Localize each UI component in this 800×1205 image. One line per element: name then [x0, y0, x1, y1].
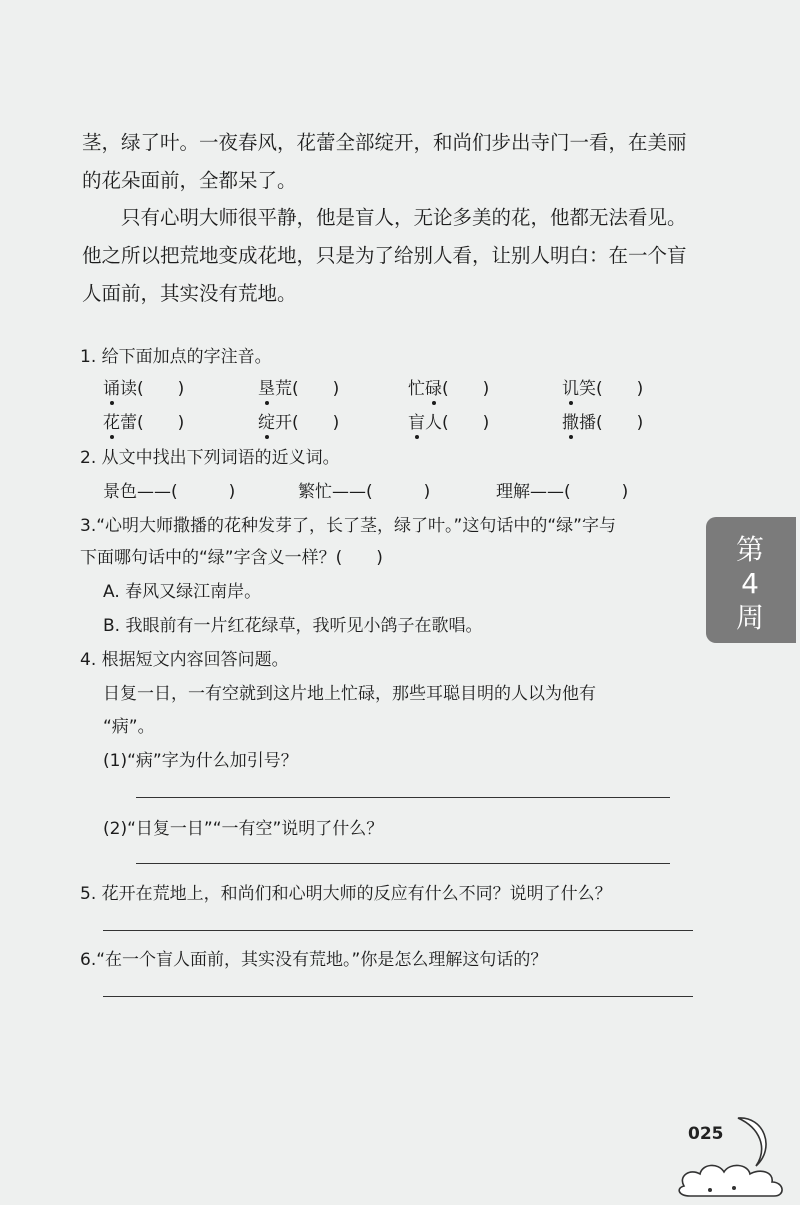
- option-b: B. 我眼前有一片红花绿草，我听见小鸽子在歌唱。: [103, 616, 483, 636]
- week-tab-label-2: 周: [735, 601, 766, 634]
- answer-line[interactable]: [103, 930, 693, 931]
- question-5-prompt: 5. 花开在荒地上，和尚们和心明大师的反应有什么不同？说明了什么？: [80, 884, 612, 904]
- sub-question-1: (1)“病”字为什么加引号？: [103, 751, 298, 771]
- sub-question-2: (2)“日复一日”“一有空”说明了什么？: [103, 819, 384, 839]
- question-3-prompt-cont: 下面哪句话中的“绿”字含义一样？( ): [80, 548, 383, 568]
- pinyin-item: 垦荒( ): [258, 374, 339, 399]
- question-6-prompt: 6.“在一个盲人面前，其实没有荒地。”你是怎么理解这句话的？: [80, 950, 548, 970]
- week-tab-number: 4: [741, 567, 761, 600]
- answer-line[interactable]: [136, 797, 670, 798]
- page-number: 025: [688, 1124, 724, 1144]
- question-1-prompt: 1. 给下面加点的字注音。: [80, 347, 272, 367]
- passage-paragraph-2: 只有心明大师很平静，他是盲人，无论多美的花，他都无法看见。他之所以把荒地变成花地，只是为了给别人看，让别人明白：在一个盲人面前，其实没有荒地。: [82, 206, 687, 305]
- answer-line[interactable]: [136, 863, 670, 864]
- week-tab-label-1: 第: [735, 533, 766, 566]
- question-4-prompt: 4. 根据短文内容回答问题。: [80, 650, 289, 670]
- pinyin-item: 诵读( ): [103, 374, 184, 399]
- pinyin-item: 花蕾( ): [103, 408, 184, 433]
- option-a: A. 春风又绿江南岸。: [103, 582, 262, 602]
- pinyin-item: 讥笑( ): [562, 374, 643, 399]
- synonym-item: 理解——( ): [496, 482, 629, 502]
- question-3-prompt: 3.“心明大师撒播的花种发芽了，长了茎，绿了叶。”这句话中的“绿”字与: [80, 516, 616, 536]
- quote-line-1: 日复一日，一有空就到这片地上忙碌，那些耳聪目明的人以为他有: [103, 684, 596, 704]
- pinyin-item: 盲人( ): [408, 408, 489, 433]
- answer-line[interactable]: [103, 996, 693, 997]
- moon-cloud-icon: [676, 1108, 791, 1200]
- synonym-item: 景色——( ): [103, 482, 236, 502]
- week-tab: [706, 517, 796, 643]
- pinyin-item: 忙碌( ): [408, 374, 489, 399]
- pinyin-item: 撒播( ): [562, 408, 643, 433]
- question-2-prompt: 2. 从文中找出下列词语的近义词。: [80, 448, 340, 468]
- synonym-item: 繁忙——( ): [298, 482, 431, 502]
- quote-line-2: “病”。: [103, 717, 155, 737]
- pinyin-item: 绽开( ): [258, 408, 339, 433]
- passage-paragraph-1: 茎，绿了叶。一夜春风，花蕾全部绽开，和尚们步出寺门一看，在美丽的花朵面前，全都呆了。: [82, 131, 687, 192]
